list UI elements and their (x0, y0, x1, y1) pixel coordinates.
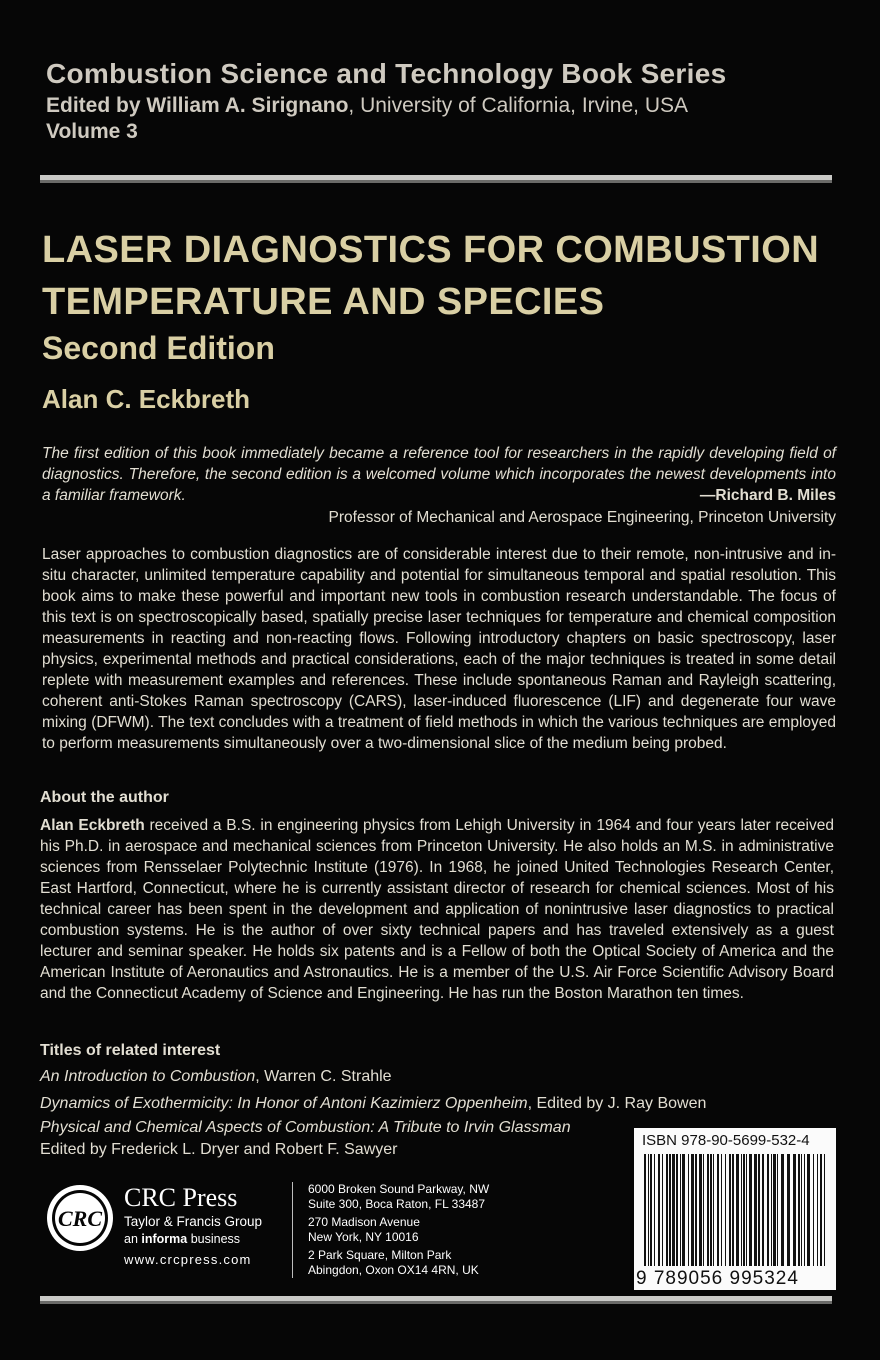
address-line: 6000 Broken Sound Parkway, NW (308, 1182, 490, 1196)
crc-logo-text: CRC (57, 1206, 103, 1231)
publisher-divider (292, 1182, 293, 1278)
book-author: Alan C. Eckbreth (42, 384, 251, 414)
publisher-name: CRC Press (124, 1183, 238, 1212)
publisher-url: www.crcpress.com (124, 1252, 252, 1267)
about-author-heading: About the author (40, 789, 169, 806)
address-abingdon (308, 1248, 479, 1278)
barcode-bar (654, 1154, 655, 1266)
book-title-line-1: LASER DIAGNOSTICS FOR COMBUSTION (42, 229, 820, 271)
business-brand: informa (141, 1232, 188, 1246)
barcode-bar (746, 1154, 747, 1266)
barcode-bar (658, 1154, 660, 1266)
series-header (46, 58, 836, 144)
barcode-bar (699, 1154, 702, 1266)
isbn-barcode-panel (634, 1128, 836, 1290)
bottom-rule (40, 1296, 832, 1304)
book-edition: Second Edition (42, 330, 275, 366)
barcode-bar (743, 1154, 745, 1266)
barcode-bar (773, 1154, 776, 1266)
barcode-bar (703, 1154, 704, 1266)
related-titles-heading: Titles of related interest (40, 1042, 221, 1059)
barcode-bar (672, 1154, 675, 1266)
review-quote-author: —Richard B. Miles (699, 487, 836, 504)
about-author-bio: received a B.S. in engineering physics from Lehigh University in 1964 and four years later received his Ph.D. in aerospace and mechanical sciences from Princeton University. He also holds an M.S. in administrative sciences from Rensselaer Polytechnic Institute (1976). In 1968, he joined United Technologies Research Center, East Hartford, Connecticut, where he is currently assistant director of research for chemical sciences. Most of his technical career has been spent in the development and application of nonintrusive laser diagnostics to practical combustion systems. He is the author of over sixty technical papers and has traveled extensively as a guest lecturer and seminar speaker. He holds six patents and is a Fellow of both the Optical Society of America and the American Institute of Aeronautics and Astronautics. He is a member of the U.S. Air Force Scientific Advisory Board and the Connecticut Academy of Science and Engineering. He has run the Boston Marathon ten times. (40, 817, 834, 1002)
barcode-bar (820, 1154, 822, 1266)
address-line: New York, NY 10016 (308, 1230, 419, 1244)
barcode-bar (732, 1154, 734, 1266)
barcode-bar (717, 1154, 719, 1266)
related-title-3 (40, 1119, 571, 1137)
barcode-bar (741, 1154, 742, 1266)
barcode-bar (650, 1154, 652, 1266)
address-new-york (308, 1215, 420, 1245)
about-author-text (40, 815, 834, 1004)
barcode-bar (798, 1154, 800, 1266)
address-line: Suite 300, Boca Raton, FL 33487 (308, 1197, 486, 1211)
barcode-bar (644, 1154, 646, 1266)
book-title-line-2: TEMPERATURE AND SPECIES (42, 281, 605, 323)
business-suffix: business (187, 1232, 241, 1246)
barcode-bar (824, 1154, 825, 1266)
barcode-bar (762, 1154, 764, 1266)
barcode-bar (793, 1154, 796, 1266)
barcode-bar (787, 1154, 790, 1266)
barcode-bar (725, 1154, 726, 1266)
barcode-bar (813, 1154, 814, 1266)
related-title-3-editors: Edited by Frederick L. Dryer and Robert F. Sawyer (40, 1141, 398, 1158)
barcode-bar (749, 1154, 752, 1266)
about-author-name: Alan Eckbreth (40, 817, 145, 834)
barcode-bar (707, 1154, 709, 1266)
isbn-number: ISBN 978-90-5699-532-4 (642, 1132, 810, 1149)
review-quote: The first edition of this book immediately became a reference tool for researchers in the rapidly developing field of diagnostics. Therefore, the second edition is a welcomed volume which incorporates the newest developments into a familiar framework. (42, 445, 836, 504)
barcode-bar (662, 1154, 663, 1266)
related-title-1 (40, 1068, 392, 1086)
top-rule (40, 175, 832, 183)
barcode-bar (682, 1154, 685, 1266)
barcode-bar (688, 1154, 689, 1266)
publisher-business (124, 1232, 240, 1246)
barcode-bar (710, 1154, 712, 1266)
barcode-bar (804, 1154, 805, 1266)
barcode-digits: 9 789056 995324 (636, 1268, 799, 1289)
related-title-2-author: , Edited by J. Ray Bowen (527, 1095, 707, 1112)
barcode-bar (736, 1154, 739, 1266)
related-title-1-author: , Warren C. Strahle (255, 1068, 392, 1085)
series-editor-affiliation: , University of California, Irvine, USA (348, 94, 689, 117)
related-title-1-name: An Introduction to Combustion (40, 1068, 256, 1085)
barcode-bar (777, 1154, 778, 1266)
series-volume: Volume 3 (46, 120, 138, 143)
address-line: 270 Madison Avenue (308, 1215, 420, 1229)
barcode-bar (754, 1154, 757, 1266)
publisher-group: Taylor & Francis Group (124, 1214, 263, 1229)
related-title-3-name: Physical and Chemical Aspects of Combustion: A Tribute to Irvin Glassman (40, 1119, 571, 1136)
series-title: Combustion Science and Technology Book Series (46, 58, 727, 89)
barcode-bar (729, 1154, 731, 1266)
barcode-bar (767, 1154, 769, 1266)
barcode-bar (666, 1154, 668, 1266)
review-quote-affiliation: Professor of Mechanical and Aerospace Engineering, Princeton University (328, 509, 836, 526)
barcode-bar (807, 1154, 810, 1266)
barcode-bar (648, 1154, 649, 1266)
address-line: 2 Park Square, Milton Park (308, 1248, 452, 1262)
related-title-2 (40, 1095, 706, 1113)
address-line: Abingdon, Oxon OX14 4RN, UK (308, 1263, 479, 1277)
crc-press-logo-icon (44, 1182, 116, 1254)
series-editor (46, 94, 836, 118)
barcode-bar (771, 1154, 772, 1266)
barcode-bar (781, 1154, 784, 1266)
related-title-2-name: Dynamics of Exothermicity: In Honor of Antoni Kazimierz Oppenheim (40, 1095, 528, 1112)
barcode-bar (691, 1154, 694, 1266)
book-description: Laser approaches to combustion diagnostics are of considerable interest due to their remote, non-intrusive and in-situ character, unlimited temperature capability and potential for simultaneous temporal and spatial resolution. This book aims to make these powerful and important new tools in combustion research understandable. The focus of this text is on spectroscopically based, spatially precise laser techniques for temperature and chemical composition measurements in reacting and non-reacting flows. Following introductory chapters on basic spectroscopy, laser physics, experimental methods and practical considerations, each of the major techniques is treated in some detail replete with measurement examples and references. These include spontaneous Raman and Rayleigh scattering, coherent anti-Stokes Raman spectroscopy (CARS), laser-induced fluorescence (LIF) and degenerate four wave mixing (DFWM). The text concludes with a treatment of field methods in which the various techniques are employed to perform measurements simultaneously over a two-dimensional slice of the medium being probed. (42, 546, 836, 752)
barcode-bar (817, 1154, 818, 1266)
book-title (42, 224, 819, 328)
address-boca-raton (308, 1182, 489, 1212)
series-editor-name: Edited by William A. Sirignano (46, 94, 349, 117)
barcode-bar (758, 1154, 760, 1266)
barcode-bar (713, 1154, 714, 1266)
barcode-bar (695, 1154, 697, 1266)
barcode-bar (801, 1154, 802, 1266)
barcode-bar (680, 1154, 681, 1266)
barcode-bar (669, 1154, 671, 1266)
barcode-bar (676, 1154, 678, 1266)
barcode-bar (721, 1154, 722, 1266)
barcode-icon (642, 1154, 828, 1268)
business-prefix: an (124, 1232, 142, 1246)
